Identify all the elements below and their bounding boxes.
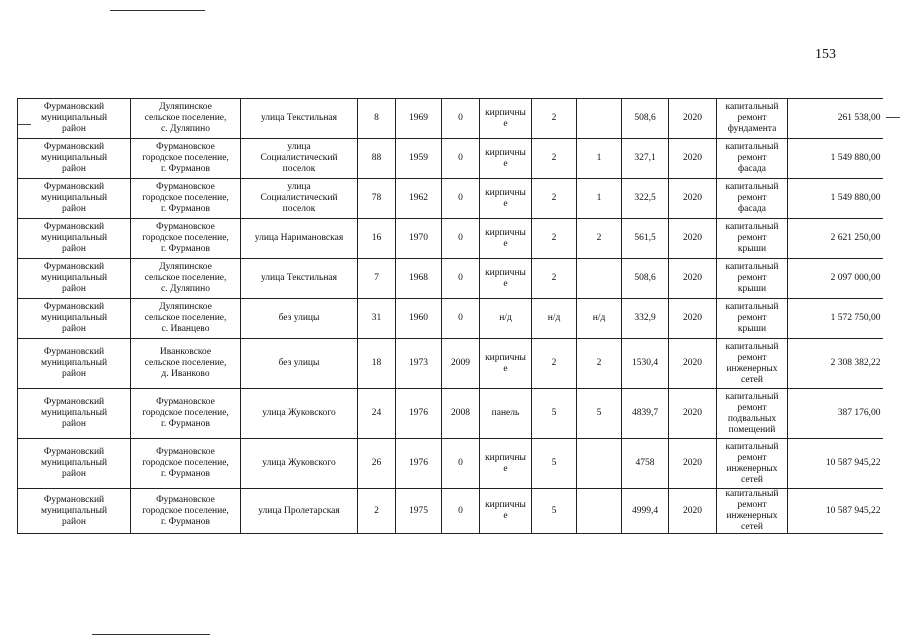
cell-wall-material-line: кирпичны — [485, 227, 526, 238]
table-row — [18, 489, 883, 534]
cell-street-line: улица — [287, 182, 311, 192]
cell-district-line: район — [62, 419, 86, 429]
cell-entrances — [577, 489, 622, 534]
cell-settlement-line: городское поселение, — [142, 505, 229, 516]
cell-settlement-line: г. Фурманов — [161, 244, 210, 254]
cell-district-line: муниципальный — [40, 193, 108, 203]
cell-work-type-line: капитальный — [725, 391, 779, 402]
cell-district-line: район — [62, 164, 86, 174]
cell-street — [241, 99, 358, 139]
table-row — [18, 299, 883, 339]
cell-district-line: муниципальный — [40, 458, 108, 468]
cell-house-number: 16 — [358, 219, 396, 259]
cell-work-type-line: ремонт — [737, 113, 767, 123]
cell-district — [18, 139, 131, 179]
cell-settlement-line: с. Дуляпино — [161, 124, 210, 134]
cell-floors: 2 — [532, 339, 577, 389]
cell-house-number: 24 — [358, 389, 396, 439]
cell-plan-year: 2020 — [669, 259, 717, 299]
cell-district — [18, 99, 131, 139]
cell-year-overhaul: 0 — [442, 99, 480, 139]
cell-street — [241, 179, 358, 219]
cell-settlement-line: Фурмановское — [156, 494, 215, 505]
cell-work-type-line: капитальный — [725, 182, 779, 192]
cell-work-type-line: фасада — [738, 164, 766, 174]
cell-entrances: 5 — [577, 389, 622, 439]
cell-street-line: улица Жуковского — [262, 408, 336, 418]
cell-district-line: район — [62, 469, 86, 479]
cell-work-type-line: капитальный — [725, 222, 779, 232]
cell-year-built: 1976 — [396, 439, 442, 489]
cell-cost: 10 587 945,22 — [788, 489, 883, 534]
cell-district — [18, 299, 131, 339]
cell-work-type — [717, 489, 788, 534]
cell-settlement — [131, 139, 241, 179]
cell-work-type-line: ремонт — [737, 273, 767, 283]
table-row — [18, 439, 883, 489]
cell-work-type-line: ремонт — [737, 233, 767, 243]
cell-entrances: 2 — [577, 339, 622, 389]
cell-settlement-line: Иванковское — [159, 347, 212, 357]
cell-entrances: 1 — [577, 139, 622, 179]
cell-settlement-line: городское поселение, — [142, 233, 229, 243]
cell-district-line: Фурмановский — [43, 494, 105, 505]
cell-district-line: муниципальный — [40, 273, 108, 283]
cell-house-number: 7 — [358, 259, 396, 299]
cell-district — [18, 219, 131, 259]
table-row — [18, 389, 883, 439]
cell-street-line: улица Текстильная — [260, 113, 338, 123]
cell-year-overhaul: 0 — [442, 259, 480, 299]
cell-settlement-line: Фурмановское — [156, 142, 215, 152]
cell-floors: 2 — [532, 219, 577, 259]
cell-work-type-line: ремонт — [737, 452, 767, 463]
cell-settlement-line: городское поселение, — [142, 153, 229, 163]
cell-district-line: муниципальный — [40, 358, 108, 368]
cell-district-line: муниципальный — [40, 505, 108, 516]
cell-house-number: 88 — [358, 139, 396, 179]
cell-cost: 2 308 382,22 — [788, 339, 883, 389]
cell-cost: 10 587 945,22 — [788, 439, 883, 489]
cell-settlement-line: г. Фурманов — [161, 419, 210, 429]
cell-area: 4758 — [622, 439, 669, 489]
cell-settlement-line: Фурмановское — [156, 222, 215, 232]
cell-plan-year: 2020 — [669, 439, 717, 489]
cell-work-type-line: подвальных — [727, 413, 777, 424]
cell-work-type-line: сетей — [740, 522, 763, 532]
cell-settlement-line: Фурмановское — [156, 447, 215, 457]
cell-entrances — [577, 259, 622, 299]
table-row — [18, 179, 883, 219]
cell-district-line: муниципальный — [40, 233, 108, 243]
cell-district-line: Фурмановский — [43, 397, 105, 407]
cell-plan-year: 2020 — [669, 299, 717, 339]
cell-district — [18, 489, 131, 534]
cell-settlement-line: г. Фурманов — [161, 469, 210, 479]
cell-floors: 2 — [532, 139, 577, 179]
cell-wall-material — [480, 219, 532, 259]
cell-work-type-line: ремонт — [737, 313, 767, 323]
cell-work-type-line: капитальный — [725, 441, 779, 452]
cell-wall-material-line: кирпичны — [485, 267, 526, 278]
cell-work-type — [717, 339, 788, 389]
cell-settlement-line: с. Иванцево — [161, 324, 210, 334]
cell-wall-material-line: кирпичны — [485, 352, 526, 363]
cell-wall-material-line: е — [503, 118, 508, 129]
cell-street — [241, 489, 358, 534]
cell-street-line: улица Жуковского — [262, 458, 336, 468]
cell-street-line: улица Наримановская — [254, 233, 344, 243]
cell-work-type-line: помещений — [728, 424, 776, 435]
cell-house-number: 31 — [358, 299, 396, 339]
cell-floors: 2 — [532, 259, 577, 299]
cell-settlement — [131, 489, 241, 534]
cell-year-overhaul: 0 — [442, 489, 480, 534]
cell-work-type-line: фундамента — [727, 124, 777, 134]
cell-settlement-line: сельское поселение, — [144, 113, 227, 123]
cell-settlement-line: городское поселение, — [142, 458, 229, 468]
cell-plan-year: 2020 — [669, 179, 717, 219]
cell-settlement — [131, 219, 241, 259]
cell-work-type-line: инженерных — [726, 363, 778, 374]
cell-cost: 1 549 880,00 — [788, 139, 883, 179]
cell-wall-material-line: кирпичны — [485, 187, 526, 198]
cell-district-line: Фурмановский — [43, 447, 105, 457]
cell-floors: 5 — [532, 489, 577, 534]
table-row — [18, 339, 883, 389]
cell-street-line: поселок — [282, 164, 316, 174]
cell-district-line: Фурмановский — [43, 347, 105, 357]
cell-settlement-line: Фурмановское — [156, 182, 215, 192]
cell-wall-material-line: е — [503, 278, 508, 289]
cell-year-overhaul: 0 — [442, 439, 480, 489]
table-row — [18, 99, 883, 139]
cell-wall-material — [480, 299, 532, 339]
cell-street-line: Социалистический — [260, 193, 338, 203]
cell-year-built: 1959 — [396, 139, 442, 179]
cell-district-line: Фурмановский — [43, 222, 105, 232]
cell-district-line: район — [62, 124, 86, 134]
cell-area: 1530,4 — [622, 339, 669, 389]
cell-settlement-line: городское поселение, — [142, 193, 229, 203]
cell-street — [241, 219, 358, 259]
cell-area: 327,1 — [622, 139, 669, 179]
cell-work-type — [717, 99, 788, 139]
margin-mark-right — [886, 117, 900, 118]
cell-entrances: 2 — [577, 219, 622, 259]
cell-street — [241, 389, 358, 439]
cell-work-type-line: ремонт — [737, 193, 767, 203]
cell-year-overhaul: 0 — [442, 139, 480, 179]
cell-settlement-line: с. Дуляпино — [161, 284, 210, 294]
page-number: 153 — [815, 47, 836, 62]
cell-year-built: 1975 — [396, 489, 442, 534]
cell-house-number: 18 — [358, 339, 396, 389]
cell-work-type-line: крыши — [737, 284, 767, 294]
cell-street-line: улица Текстильная — [260, 273, 338, 283]
cell-work-type-line: ремонт — [737, 500, 767, 510]
cell-district-line: муниципальный — [40, 153, 108, 163]
cell-floors: 5 — [532, 389, 577, 439]
cell-year-built: 1976 — [396, 389, 442, 439]
cell-work-type-line: капитальный — [725, 302, 779, 312]
cell-wall-material-line: е — [503, 463, 508, 474]
cell-work-type — [717, 139, 788, 179]
cell-year-overhaul: 2009 — [442, 339, 480, 389]
cell-district — [18, 339, 131, 389]
cell-work-type-line: капитальный — [725, 341, 779, 352]
cell-year-built: 1962 — [396, 179, 442, 219]
cell-district-line: район — [62, 369, 86, 379]
cell-plan-year: 2020 — [669, 99, 717, 139]
cell-entrances: 1 — [577, 179, 622, 219]
cell-district — [18, 439, 131, 489]
cell-wall-material — [480, 439, 532, 489]
cell-plan-year: 2020 — [669, 389, 717, 439]
cell-work-type — [717, 259, 788, 299]
cell-entrances: н/д — [577, 299, 622, 339]
cell-settlement — [131, 179, 241, 219]
cell-wall-material-line: панель — [491, 408, 520, 418]
cell-wall-material — [480, 259, 532, 299]
cell-street — [241, 439, 358, 489]
cell-work-type-line: ремонт — [737, 402, 767, 413]
cell-work-type-line: ремонт — [737, 153, 767, 163]
cell-settlement — [131, 339, 241, 389]
cell-house-number: 8 — [358, 99, 396, 139]
cell-district-line: Фурмановский — [43, 182, 105, 192]
cell-district-line: район — [62, 244, 86, 254]
cell-wall-material-line: кирпичны — [485, 147, 526, 158]
cell-work-type — [717, 439, 788, 489]
cell-work-type — [717, 179, 788, 219]
table-body — [18, 99, 883, 534]
cell-cost: 1 572 750,00 — [788, 299, 883, 339]
cell-wall-material-line: кирпичны — [485, 452, 526, 463]
cell-wall-material-line: е — [503, 238, 508, 249]
cell-street-line: улица — [287, 142, 311, 152]
cell-work-type — [717, 299, 788, 339]
cell-cost: 261 538,00 — [788, 99, 883, 139]
data-table — [17, 98, 883, 534]
cell-street — [241, 299, 358, 339]
cell-work-type-line: инженерных — [726, 511, 778, 521]
cell-work-type-line: сетей — [740, 374, 763, 385]
cell-settlement-line: городское поселение, — [142, 408, 229, 418]
cell-wall-material — [480, 99, 532, 139]
cell-work-type-line: крыши — [737, 324, 767, 334]
cell-district-line: Фурмановский — [43, 142, 105, 152]
cell-cost: 1 549 880,00 — [788, 179, 883, 219]
cell-wall-material — [480, 489, 532, 534]
cell-street-line: поселок — [282, 204, 316, 214]
cell-year-built: 1969 — [396, 99, 442, 139]
cell-district-line: район — [62, 284, 86, 294]
cell-year-built: 1960 — [396, 299, 442, 339]
cell-work-type-line: фасада — [738, 204, 766, 214]
cell-settlement — [131, 99, 241, 139]
cell-cost: 2 097 000,00 — [788, 259, 883, 299]
cell-settlement-line: Дуляпинское — [159, 102, 212, 112]
cell-street — [241, 259, 358, 299]
cell-settlement-line: г. Фурманов — [161, 164, 210, 174]
cell-settlement — [131, 389, 241, 439]
cell-year-overhaul: 2008 — [442, 389, 480, 439]
cell-street-line: Социалистический — [260, 153, 338, 163]
cell-house-number: 2 — [358, 489, 396, 534]
cell-settlement — [131, 439, 241, 489]
table-row — [18, 259, 883, 299]
cell-wall-material-line: е — [503, 511, 508, 521]
cell-wall-material — [480, 339, 532, 389]
cell-cost: 2 621 250,00 — [788, 219, 883, 259]
top-rule — [110, 10, 205, 11]
cell-wall-material-line: е — [503, 158, 508, 169]
cell-year-built: 1968 — [396, 259, 442, 299]
cell-street-line: улица Пролетарская — [258, 505, 340, 516]
cell-year-overhaul: 0 — [442, 219, 480, 259]
cell-settlement-line: Дуляпинское — [159, 262, 212, 272]
cell-work-type-line: крыши — [737, 244, 767, 254]
cell-year-built: 1973 — [396, 339, 442, 389]
cell-entrances — [577, 99, 622, 139]
cell-district — [18, 259, 131, 299]
cell-area: 4999,4 — [622, 489, 669, 534]
cell-floors: 2 — [532, 179, 577, 219]
cell-district-line: муниципальный — [40, 313, 108, 323]
cell-work-type-line: сетей — [740, 474, 763, 485]
cell-floors: 2 — [532, 99, 577, 139]
cell-street — [241, 139, 358, 179]
bottom-rule — [92, 634, 210, 635]
cell-work-type-line: капитальный — [725, 489, 779, 499]
cell-work-type-line: капитальный — [725, 142, 779, 152]
table-row — [18, 139, 883, 179]
cell-district-line: Фурмановский — [43, 102, 105, 112]
cell-plan-year: 2020 — [669, 139, 717, 179]
cell-settlement-line: сельское поселение, — [144, 358, 227, 368]
cell-area: 322,5 — [622, 179, 669, 219]
cell-wall-material — [480, 139, 532, 179]
cell-settlement-line: г. Фурманов — [161, 516, 210, 527]
cell-entrances — [577, 439, 622, 489]
cell-wall-material-line: кирпичны — [485, 107, 526, 118]
cell-floors: н/д — [532, 299, 577, 339]
cell-plan-year: 2020 — [669, 339, 717, 389]
cell-settlement-line: Фурмановское — [156, 397, 215, 407]
cell-settlement — [131, 259, 241, 299]
cell-year-overhaul: 0 — [442, 179, 480, 219]
cell-district-line: муниципальный — [40, 408, 108, 418]
cell-year-built: 1970 — [396, 219, 442, 259]
cell-wall-material — [480, 389, 532, 439]
cell-area: 508,6 — [622, 259, 669, 299]
cell-plan-year: 2020 — [669, 489, 717, 534]
cell-work-type-line: капитальный — [725, 102, 779, 112]
cell-house-number: 26 — [358, 439, 396, 489]
cell-district-line: район — [62, 516, 86, 527]
cell-wall-material-line: е — [503, 198, 508, 209]
cell-work-type-line: капитальный — [725, 262, 779, 272]
cell-cost: 387 176,00 — [788, 389, 883, 439]
cell-settlement-line: г. Фурманов — [161, 204, 210, 214]
cell-house-number: 78 — [358, 179, 396, 219]
cell-plan-year: 2020 — [669, 219, 717, 259]
cell-settlement-line: сельское поселение, — [144, 273, 227, 283]
cell-wall-material — [480, 179, 532, 219]
cell-street-line: без улицы — [278, 313, 320, 323]
cell-district-line: Фурмановский — [43, 262, 105, 272]
cell-district-line: район — [62, 204, 86, 214]
cell-district — [18, 389, 131, 439]
cell-area: 561,5 — [622, 219, 669, 259]
cell-settlement-line: д. Иванково — [161, 369, 210, 379]
cell-year-overhaul: 0 — [442, 299, 480, 339]
cell-area: 508,6 — [622, 99, 669, 139]
cell-work-type-line: инженерных — [726, 463, 778, 474]
cell-street — [241, 339, 358, 389]
cell-wall-material-line: н/д — [499, 313, 512, 323]
cell-area: 4839,7 — [622, 389, 669, 439]
cell-settlement — [131, 299, 241, 339]
cell-wall-material-line: е — [503, 363, 508, 374]
cell-area: 332,9 — [622, 299, 669, 339]
cell-work-type — [717, 389, 788, 439]
cell-street-line: без улицы — [278, 358, 320, 368]
cell-floors: 5 — [532, 439, 577, 489]
cell-settlement-line: сельское поселение, — [144, 313, 227, 323]
cell-settlement-line: Дуляпинское — [159, 302, 212, 312]
cell-work-type — [717, 219, 788, 259]
cell-district-line: муниципальный — [40, 113, 108, 123]
table-row — [18, 219, 883, 259]
cell-wall-material-line: кирпичны — [485, 500, 526, 510]
cell-work-type-line: ремонт — [737, 352, 767, 363]
cell-district-line: район — [62, 324, 86, 334]
cell-district — [18, 179, 131, 219]
cell-district-line: Фурмановский — [43, 302, 105, 312]
